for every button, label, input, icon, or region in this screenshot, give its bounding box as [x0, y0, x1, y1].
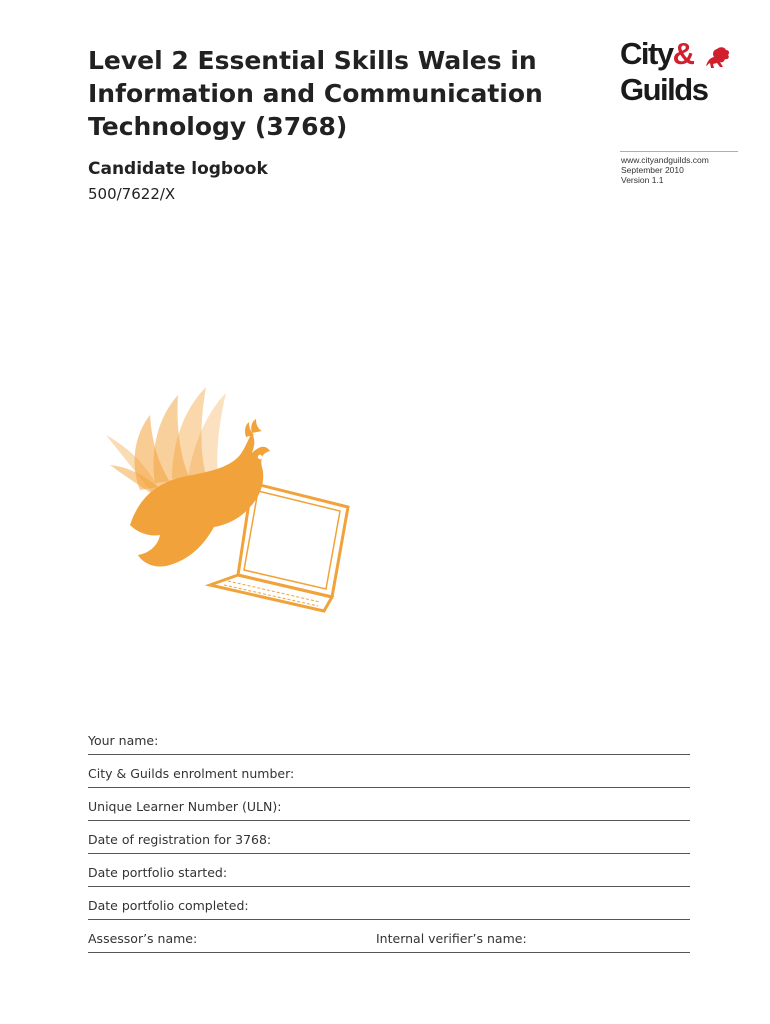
portfolio-started-label: Date portfolio started: — [88, 865, 228, 880]
your-name-label: Your name: — [88, 733, 159, 748]
document-subtitle: Candidate logbook — [88, 159, 268, 179]
version-text: Version 1.1 — [621, 175, 664, 185]
document-meta — [621, 155, 709, 185]
document-title — [88, 44, 588, 143]
logo-line-2: Guilds — [620, 72, 708, 107]
uln-label: Unique Learner Number (ULN): — [88, 799, 282, 814]
enrolment-number-field[interactable] — [88, 755, 690, 788]
bird-and-laptop-illustration — [100, 375, 370, 615]
qualification-code: 500/7622/X — [88, 185, 176, 203]
logo-line-1 — [620, 38, 693, 70]
title-line-2: Information and Communication — [88, 79, 543, 108]
candidate-details-form — [88, 722, 690, 953]
meta-divider — [620, 151, 738, 152]
logo-ampersand: & — [672, 36, 694, 71]
bird-icon — [106, 387, 270, 567]
registration-date-label: Date of registration for 3768: — [88, 832, 272, 847]
city-and-guilds-logo — [620, 38, 740, 108]
logo-word-city: City — [620, 36, 673, 71]
assessor-verifier-field[interactable] — [88, 920, 690, 953]
verifier-name-label: Internal verifier’s name: — [376, 931, 527, 946]
website-text: www.cityandguilds.com — [621, 155, 709, 165]
assessor-name-label: Assessor’s name: — [88, 931, 198, 946]
portfolio-completed-field[interactable] — [88, 887, 690, 920]
lion-icon — [702, 44, 732, 70]
title-line-1: Level 2 Essential Skills Wales in — [88, 46, 537, 75]
title-line-3: Technology (3768) — [88, 112, 348, 141]
portfolio-completed-label: Date portfolio completed: — [88, 898, 249, 913]
your-name-field[interactable] — [88, 722, 690, 755]
publication-date: September 2010 — [621, 165, 684, 175]
enrolment-number-label: City & Guilds enrolment number: — [88, 766, 295, 781]
portfolio-started-field[interactable] — [88, 854, 690, 887]
uln-field[interactable] — [88, 788, 690, 821]
registration-date-field[interactable] — [88, 821, 690, 854]
